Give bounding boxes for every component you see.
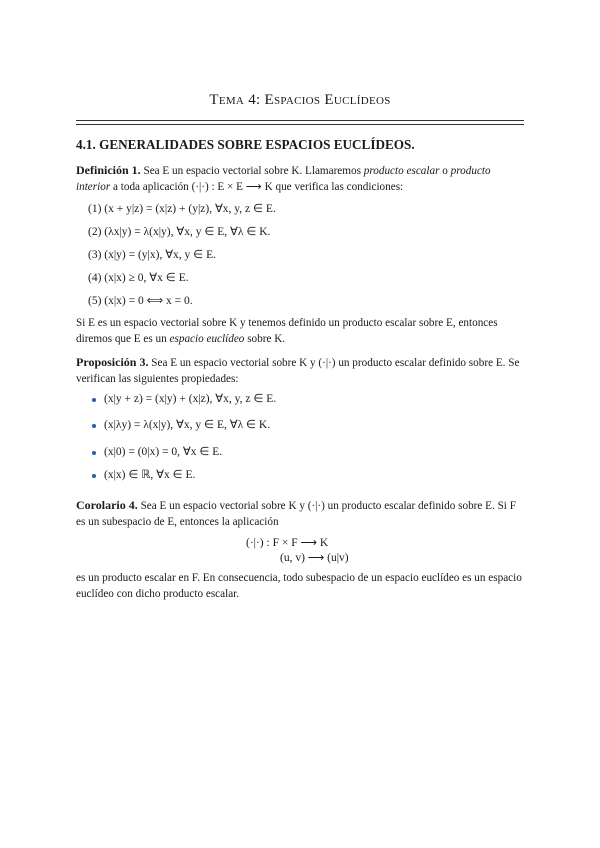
title-rule-top: [76, 120, 524, 121]
corollary-closing: es un producto escalar en F. En consecuencia, todo subespacio de un espacio euclídeo es un espacio euclídeo con dicho producto escalar.: [76, 572, 522, 600]
corollary-text: Sea E un espacio vectorial sobre K y (·|·) un producto escalar definido sobre E. Si F es un subespacio de E, entonces la aplicación: [76, 500, 516, 528]
corollary-paragraph: [76, 498, 526, 530]
corollary-label: Corolario 4.: [76, 498, 138, 512]
definition-text-a: Sea E un espacio vectorial sobre K. Llamaremos: [143, 165, 361, 177]
definition-closing-term: espacio euclídeo: [169, 332, 245, 345]
condition-5: (5) (x|x) = 0 ⟺ x = 0.: [88, 295, 193, 307]
definition-paragraph: [76, 163, 526, 195]
bullet-icon: [92, 424, 96, 428]
bullet-icon: [92, 474, 96, 478]
bullet-icon: [92, 398, 96, 402]
map-definition-line1: (·|·) : F × F ⟶ K: [246, 537, 329, 549]
definition-closing-b: sobre K.: [247, 332, 286, 345]
condition-2: (2) (λx|y) = λ(x|y), ∀x, y ∈ E, ∀λ ∈ K.: [88, 226, 271, 238]
proposition-text: Sea E un espacio vectorial sobre K y (·|·) un producto escalar definido sobre E. Se verifican las siguientes propiedades:: [76, 357, 520, 385]
condition-3: (3) (x|y) = (y|x), ∀x, y ∈ E.: [88, 249, 216, 261]
property-3: (x|0) = (0|x) = 0, ∀x ∈ E.: [104, 446, 223, 458]
property-4: (x|x) ∈ ℝ, ∀x ∈ E.: [104, 469, 196, 481]
proposition-label: Proposición 3.: [76, 355, 149, 369]
title-rule-bottom: [76, 124, 524, 125]
map-definition-line2: (u, v) ⟶ (u|v): [280, 552, 349, 564]
condition-1: (1) (x + y|z) = (x|z) + (y|z), ∀x, y, z ∈ E.: [88, 203, 276, 215]
page-title: Tema 4: Espacios Euclídeos: [209, 92, 391, 108]
property-2: (x|λy) = λ(x|y), ∀x, y ∈ E, ∀λ ∈ K.: [104, 419, 271, 431]
section-heading: 4.1. GENERALIDADES SOBRE ESPACIOS EUCLÍDEOS.: [76, 137, 415, 152]
definition-label: Definición 1.: [76, 163, 141, 177]
proposition-paragraph: [76, 355, 526, 387]
definition-term-producto-escalar: producto escalar: [363, 165, 440, 177]
definition-term-producto-interior: producto interior: [76, 165, 491, 193]
definition-closing: [76, 316, 526, 347]
condition-4: (4) (x|x) ≥ 0, ∀x ∈ E.: [88, 272, 189, 284]
definition-text-b: o: [442, 165, 448, 177]
bullet-icon: [92, 451, 96, 455]
definition-text-c: a toda aplicación (·|·) : E × E ⟶ K que verifica las condiciones:: [112, 180, 404, 193]
definition-closing-a: Si E es un espacio vectorial sobre K y tenemos definido un producto escalar sobre E, entonces diremos que E es un: [76, 317, 498, 345]
property-1: (x|y + z) = (x|y) + (x|z), ∀x, y, z ∈ E.: [104, 393, 277, 405]
